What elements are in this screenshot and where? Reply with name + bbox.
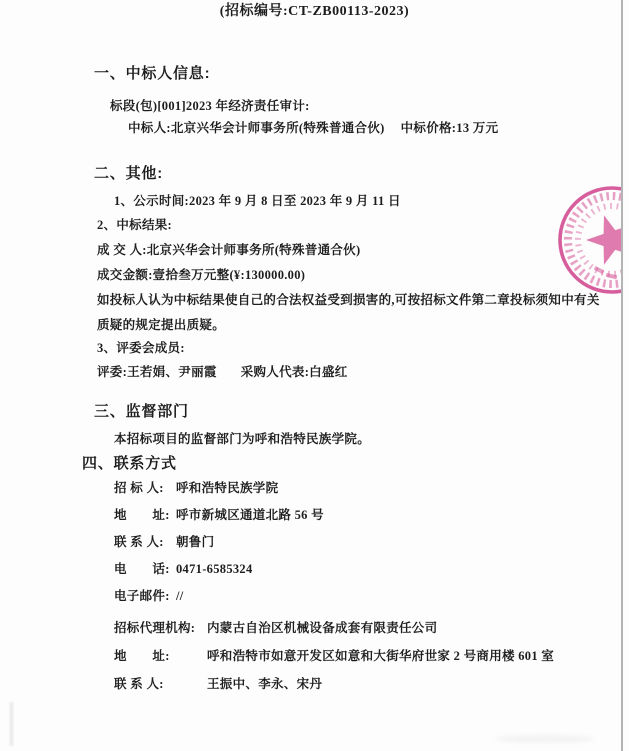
winner-line — [128, 118, 498, 136]
deal-amount-line — [97, 265, 305, 283]
bid-number-header: (招标编号:CT-ZB00113-2023) — [219, 4, 410, 19]
contact-label: 电 话: — [114, 562, 170, 576]
committee-heading-line: 3、评委会成员: — [97, 341, 185, 355]
scan-page-edge — [621, 0, 623, 751]
agency-row-person — [114, 674, 322, 692]
result-heading-line: 2、中标结果: — [97, 218, 173, 232]
buyer-rep-label: 采购人代表: — [240, 365, 310, 379]
section-other-heading: 二、其他: — [94, 165, 163, 182]
official-seal-icon — [552, 182, 621, 300]
official-seal-stamp — [552, 182, 621, 300]
contact-value: 朝鲁门 — [176, 535, 215, 549]
objection-line-2: 质疑的规定提出质疑。 — [97, 318, 226, 332]
contact-label: 招 标 人: — [114, 481, 164, 495]
contact-label: 联 系 人: — [114, 535, 164, 549]
scan-smudge — [10, 702, 13, 746]
winner-label: 中标人: — [128, 121, 171, 135]
deal-amount-value: 壹拾叁万元整(¥:130000.00) — [152, 268, 306, 282]
contact-row-address — [114, 505, 324, 523]
scan-smudge — [495, 735, 595, 743]
contact-value: 0471-6585324 — [176, 562, 253, 576]
agency-label: 地 址: — [114, 649, 170, 663]
contact-value: // — [176, 589, 184, 603]
section-winner-heading: 一、中标人信息: — [94, 65, 211, 82]
contact-value: 呼市新城区通道北路 56 号 — [176, 508, 324, 522]
agency-row-address — [114, 646, 554, 664]
judges-names: 王若娟、尹丽霞 — [127, 365, 217, 379]
lot-line: 标段(包)[001]2023 年经济责任审计: — [110, 99, 310, 113]
agency-value: 内蒙古自治区机械设备成套有限责任公司 — [207, 621, 438, 635]
publicity-period-line: 1、公示时间:2023 年 9 月 8 日至 2023 年 9 月 11 日 — [114, 194, 401, 208]
section-supervision-heading: 三、监督部门 — [94, 403, 189, 420]
contact-row-email — [114, 586, 184, 604]
contact-value: 呼和浩特民族学院 — [176, 481, 279, 495]
deal-party-label: 成 交 人: — [97, 243, 147, 257]
price-label: 中标价格: — [400, 121, 457, 135]
contact-label: 电子邮件: — [114, 589, 170, 603]
contact-row-phone — [114, 559, 253, 577]
price-value: 13 万元 — [456, 121, 499, 135]
agency-value: 呼和浩特市如意开发区如意和大街华府世家 2 号商用楼 601 室 — [207, 649, 555, 663]
winner-name: 北京兴华会计师事务所(特殊普通合伙) — [170, 121, 385, 135]
buyer-rep-name: 白盛红 — [309, 365, 348, 379]
agency-label: 联 系 人: — [114, 677, 164, 691]
agency-row-name — [114, 618, 437, 636]
agency-label: 招标代理机构: — [114, 621, 196, 635]
judges-label: 评委: — [97, 365, 128, 379]
contact-row-tenderer — [114, 478, 278, 496]
judges-line — [97, 362, 348, 380]
deal-party-value: 北京兴华会计师事务所(特殊普通合伙) — [146, 243, 361, 257]
objection-line-1: 如投标人认为中标结果使自己的合法权益受到损害的,可按招标文件第二章投标须知中有关 — [97, 293, 600, 307]
supervision-body-line: 本招标项目的监督部门为呼和浩特民族学院。 — [114, 432, 371, 446]
deal-amount-label: 成交金额: — [97, 268, 153, 282]
contact-label: 地 址: — [114, 508, 170, 522]
section-contact-heading: 四、联系方式 — [82, 455, 177, 472]
deal-party-line — [97, 240, 360, 258]
contact-row-person — [114, 532, 214, 550]
agency-value: 王振中、李永、宋丹 — [207, 677, 323, 691]
